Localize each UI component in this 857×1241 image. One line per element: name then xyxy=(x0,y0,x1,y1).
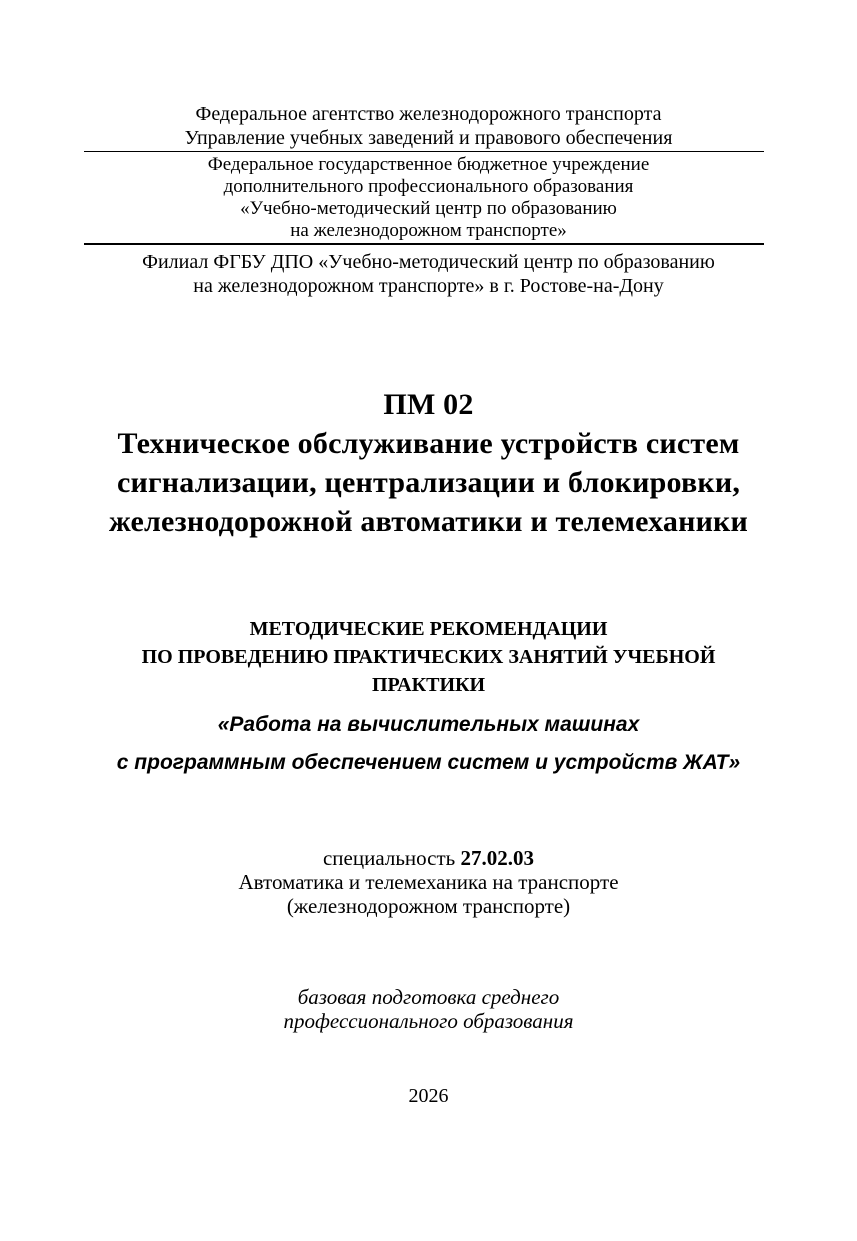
module-title xyxy=(0,385,857,541)
module-code: ПМ 02 xyxy=(383,388,474,421)
specialty-code: 27.02.03 xyxy=(460,846,534,870)
work-subtitle xyxy=(0,706,857,782)
divider-line-bottom xyxy=(84,243,764,245)
training-level xyxy=(0,985,857,1033)
training-level-line: базовая подготовка среднего xyxy=(297,985,560,1009)
institution-line: на железнодорожном транспорте» xyxy=(290,220,567,241)
module-title-line: железнодорожной автоматики и телемеханики xyxy=(108,505,749,538)
document-type-line: ПО ПРОВЕДЕНИЮ ПРАКТИЧЕСКИХ ЗАНЯТИЙ УЧЕБНОЙ xyxy=(141,646,716,668)
agency-line: Управление учебных заведений и правового обеспечения xyxy=(184,127,673,149)
document-type-line: МЕТОДИЧЕСКИЕ РЕКОМЕНДАЦИИ xyxy=(249,618,608,640)
publication-year: 2026 xyxy=(408,1085,449,1107)
branch-line: на железнодорожном транспорте» в г. Ростове-на-Дону xyxy=(193,275,664,297)
specialty-label: специальность xyxy=(322,846,456,870)
training-level-line: профессионального образования xyxy=(283,1009,574,1033)
specialty-code-line xyxy=(0,846,857,870)
institution-line: «Учебно-методический центр по образованию xyxy=(240,198,617,219)
module-title-line: Техническое обслуживание устройств систем xyxy=(117,427,740,460)
work-subtitle-line: с программным обеспечением систем и устройств ЖАТ» xyxy=(116,751,741,774)
module-title-line: сигнализации, централизации и блокировки, xyxy=(116,466,741,499)
agency-header xyxy=(0,102,857,150)
institution-line: дополнительного профессионального образования xyxy=(223,176,634,197)
divider-line-top xyxy=(84,151,764,152)
branch-header xyxy=(0,250,857,298)
agency-line: Федеральное агентство железнодорожного транспорта xyxy=(195,103,662,125)
branch-line: Филиал ФГБУ ДПО «Учебно-методический центр по образованию xyxy=(142,251,715,273)
document-type-line: ПРАКТИКИ xyxy=(371,674,486,696)
specialty-name-line: Автоматика и телемеханика на транспорте xyxy=(238,870,619,894)
work-subtitle-line: «Работа на вычислительных машинах xyxy=(217,713,640,736)
institution-header xyxy=(0,154,857,242)
institution-line: Федеральное государственное бюджетное учреждение xyxy=(207,154,650,175)
document-type-heading xyxy=(0,615,857,699)
specialty-block xyxy=(0,846,857,918)
specialty-name-line: (железнодорожном транспорте) xyxy=(286,894,571,918)
